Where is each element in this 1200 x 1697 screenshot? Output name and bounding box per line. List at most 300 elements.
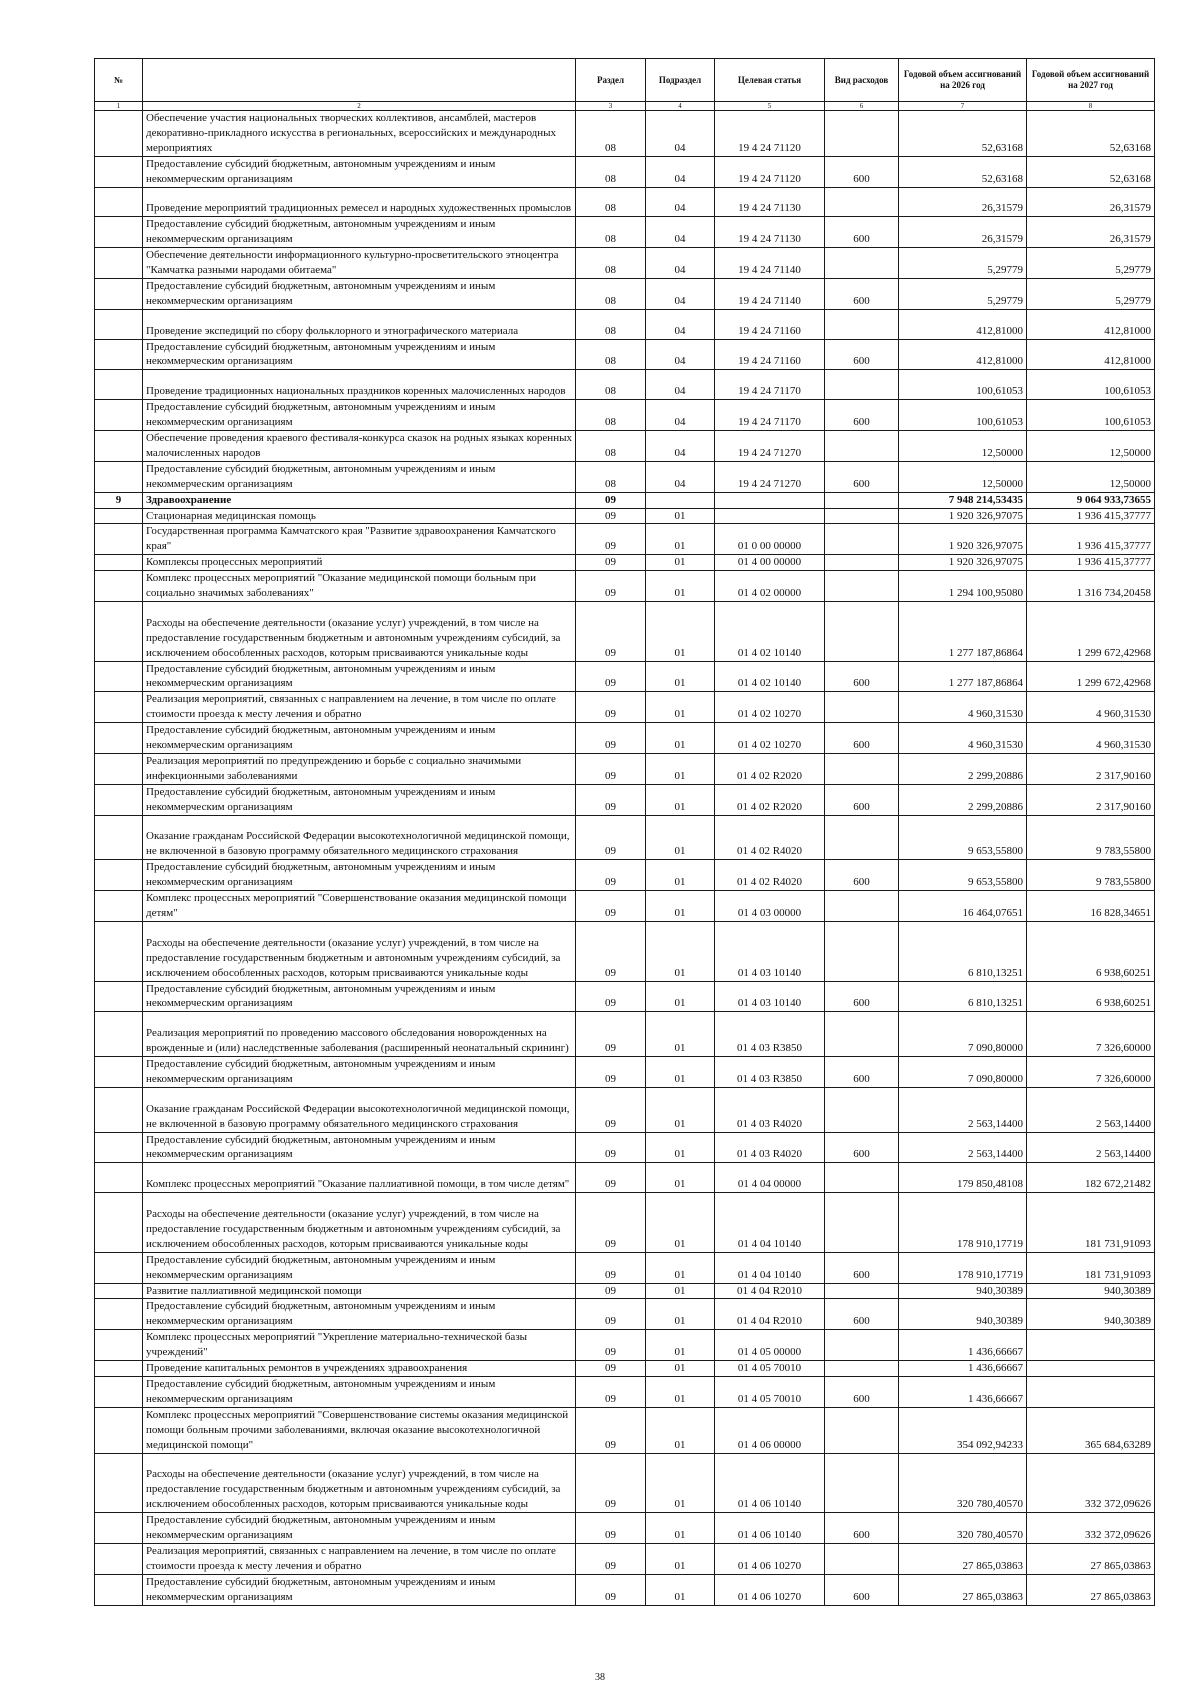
table-row (95, 1453, 1155, 1513)
row-amount-2026: 1 294 100,95080 (899, 571, 1027, 602)
row-name: Расходы на обеспечение деятельности (оказание услуг) учреждений, в том числе на предоставление государственным бюджетным и автономным учреждениям субсидий, за исключением обособленных расходов, которым присваиваются уникальные коды (143, 601, 576, 661)
row-target-article: 01 4 02 R4020 (715, 815, 825, 860)
row-number (95, 1513, 143, 1544)
row-target-article: 01 4 06 00000 (715, 1407, 825, 1453)
row-amount-2027: 12,50000 (1027, 461, 1155, 492)
row-amount-2026: 27 865,03863 (899, 1543, 1027, 1574)
table-row (95, 217, 1155, 248)
row-razdel: 08 (576, 461, 646, 492)
row-amount-2027: 365 684,63289 (1027, 1407, 1155, 1453)
row-name: Оказание гражданам Российской Федерации высокотехнологичной медицинской помощи, не включенной в базовую программу обязательного медицинского страхования (143, 1087, 576, 1132)
row-target-article: 01 4 00 00000 (715, 555, 825, 571)
header-year-2027: Годовой объем ассигнований на 2027 год (1027, 59, 1155, 102)
row-podrazdel: 04 (646, 339, 715, 370)
table-row (95, 1361, 1155, 1377)
row-podrazdel: 01 (646, 815, 715, 860)
row-amount-2027: 100,61053 (1027, 370, 1155, 400)
column-number: 8 (1027, 102, 1155, 111)
row-amount-2026: 1 920 326,97075 (899, 524, 1027, 555)
row-razdel: 08 (576, 339, 646, 370)
table-row (95, 723, 1155, 754)
row-razdel: 09 (576, 1299, 646, 1330)
row-target-article: 01 4 02 R4020 (715, 860, 825, 891)
row-expense-kind: 600 (825, 278, 899, 309)
row-name: Государственная программа Камчатского края "Развитие здравоохранения Камчатского края" (143, 524, 576, 555)
row-target-article: 01 4 04 R2010 (715, 1283, 825, 1299)
table-row (95, 1376, 1155, 1407)
row-amount-2027: 5,29779 (1027, 278, 1155, 309)
row-amount-2027: 181 731,91093 (1027, 1193, 1155, 1253)
row-amount-2026: 940,30389 (899, 1299, 1027, 1330)
column-number: 6 (825, 102, 899, 111)
header-num: № (95, 59, 143, 102)
table-row (95, 339, 1155, 370)
row-razdel: 09 (576, 921, 646, 981)
table-row (95, 508, 1155, 524)
row-expense-kind (825, 187, 899, 217)
row-expense-kind (825, 508, 899, 524)
table-row (95, 692, 1155, 723)
row-amount-2027: 7 326,60000 (1027, 1012, 1155, 1057)
row-name: Комплекс процессных мероприятий "Укрепление материально-технической базы учреждений" (143, 1330, 576, 1361)
row-expense-kind (825, 815, 899, 860)
row-name: Предоставление субсидий бюджетным, автономным учреждениям и иным некоммерческим организациям (143, 1299, 576, 1330)
table-row (95, 815, 1155, 860)
row-target-article: 19 4 24 71140 (715, 248, 825, 279)
table-row (95, 492, 1155, 508)
row-podrazdel: 01 (646, 1163, 715, 1193)
row-razdel: 09 (576, 1513, 646, 1544)
row-podrazdel: 01 (646, 981, 715, 1012)
row-amount-2026: 320 780,40570 (899, 1453, 1027, 1513)
row-target-article: 01 4 02 R2020 (715, 784, 825, 815)
table-row (95, 1012, 1155, 1057)
row-expense-kind: 600 (825, 1376, 899, 1407)
row-name: Предоставление субсидий бюджетным, автономным учреждениям и иным некоммерческим организациям (143, 1513, 576, 1544)
row-name: Предоставление субсидий бюджетным, автономным учреждениям и иным некоммерческим организациям (143, 156, 576, 187)
row-razdel: 09 (576, 1132, 646, 1163)
row-amount-2026: 7 090,80000 (899, 1012, 1027, 1057)
row-amount-2026: 7 948 214,53435 (899, 492, 1027, 508)
row-expense-kind (825, 1163, 899, 1193)
row-name: Предоставление субсидий бюджетным, автономным учреждениям и иным некоммерческим организациям (143, 339, 576, 370)
row-name: Реализация мероприятий по проведению массового обследования новорожденных на врожденные и (или) наследственные заболевания (расширенный неонатальный скрининг) (143, 1012, 576, 1057)
row-name: Предоставление субсидий бюджетным, автономным учреждениям и иным некоммерческим организациям (143, 723, 576, 754)
row-razdel: 08 (576, 111, 646, 157)
table-row (95, 524, 1155, 555)
row-name: Комплекс процессных мероприятий "Оказание паллиативной помощи, в том числе детям" (143, 1163, 576, 1193)
row-target-article: 01 4 03 R3850 (715, 1057, 825, 1088)
row-number (95, 692, 143, 723)
row-number (95, 1407, 143, 1453)
row-target-article: 01 4 05 00000 (715, 1330, 825, 1361)
row-razdel: 09 (576, 692, 646, 723)
table-row (95, 555, 1155, 571)
budget-rows (95, 111, 1155, 1606)
row-expense-kind (825, 753, 899, 784)
row-amount-2027: 9 783,55800 (1027, 815, 1155, 860)
row-amount-2027: 7 326,60000 (1027, 1057, 1155, 1088)
row-number (95, 1376, 143, 1407)
row-expense-kind (825, 1407, 899, 1453)
table-row (95, 921, 1155, 981)
header-row (95, 59, 1155, 102)
row-amount-2027 (1027, 1361, 1155, 1377)
table-row (95, 111, 1155, 157)
row-razdel: 09 (576, 1193, 646, 1253)
row-razdel: 08 (576, 187, 646, 217)
table-row (95, 981, 1155, 1012)
row-amount-2027: 9 783,55800 (1027, 860, 1155, 891)
row-target-article: 01 4 04 10140 (715, 1193, 825, 1253)
row-expense-kind: 600 (825, 400, 899, 431)
budget-table (94, 58, 1155, 1606)
row-razdel: 09 (576, 1252, 646, 1283)
row-expense-kind: 600 (825, 217, 899, 248)
row-podrazdel: 01 (646, 692, 715, 723)
row-number (95, 339, 143, 370)
row-razdel: 09 (576, 1330, 646, 1361)
row-number (95, 1330, 143, 1361)
row-target-article (715, 508, 825, 524)
column-number: 3 (576, 102, 646, 111)
row-razdel: 08 (576, 400, 646, 431)
row-expense-kind: 600 (825, 860, 899, 891)
header-year-2026: Годовой объем ассигнований на 2026 год (899, 59, 1027, 102)
row-amount-2026: 2 563,14400 (899, 1087, 1027, 1132)
row-expense-kind (825, 370, 899, 400)
header-target: Целевая статья (715, 59, 825, 102)
table-row (95, 1330, 1155, 1361)
row-number (95, 508, 143, 524)
row-target-article: 01 0 00 00000 (715, 524, 825, 555)
table-row (95, 1574, 1155, 1605)
row-amount-2026: 1 436,66667 (899, 1376, 1027, 1407)
row-amount-2026: 178 910,17719 (899, 1193, 1027, 1253)
row-amount-2027: 4 960,31530 (1027, 692, 1155, 723)
row-target-article: 01 4 03 R4020 (715, 1132, 825, 1163)
row-amount-2026: 16 464,07651 (899, 891, 1027, 922)
table-row (95, 156, 1155, 187)
row-amount-2027: 940,30389 (1027, 1299, 1155, 1330)
row-podrazdel: 01 (646, 601, 715, 661)
row-razdel: 09 (576, 784, 646, 815)
row-name: Обеспечение участия национальных творческих коллективов, ансамблей, мастеров декоративно-прикладного искусства в региональных, всероссийских и международных мероприятиях (143, 111, 576, 157)
row-expense-kind (825, 1193, 899, 1253)
row-name: Расходы на обеспечение деятельности (оказание услуг) учреждений, в том числе на предоставление государственным бюджетным и автономным учреждениям субсидий, за исключением обособленных расходов, которым присваиваются уникальные коды (143, 921, 576, 981)
row-razdel: 08 (576, 430, 646, 461)
row-name: Обеспечение деятельности информационного культурно-просветительского этноцентра "Камчатка разными народами обитаема" (143, 248, 576, 279)
row-amount-2027: 26,31579 (1027, 217, 1155, 248)
row-podrazdel: 01 (646, 524, 715, 555)
table-row (95, 1193, 1155, 1253)
row-expense-kind (825, 1283, 899, 1299)
row-amount-2026: 412,81000 (899, 309, 1027, 339)
row-razdel: 09 (576, 1376, 646, 1407)
row-target-article: 01 4 05 70010 (715, 1376, 825, 1407)
row-target-article: 01 4 06 10140 (715, 1453, 825, 1513)
row-name: Комплекс процессных мероприятий "Оказание медицинской помощи больным при социально значимых заболеваниях" (143, 571, 576, 602)
row-name: Комплекс процессных мероприятий "Совершенствование оказания медицинской помощи детям" (143, 891, 576, 922)
row-expense-kind (825, 1361, 899, 1377)
row-podrazdel: 01 (646, 1513, 715, 1544)
row-number (95, 1453, 143, 1513)
table-row (95, 601, 1155, 661)
row-amount-2026: 940,30389 (899, 1283, 1027, 1299)
row-target-article: 01 4 06 10270 (715, 1543, 825, 1574)
row-number (95, 309, 143, 339)
row-name: Предоставление субсидий бюджетным, автономным учреждениям и иным некоммерческим организациям (143, 1574, 576, 1605)
table-row (95, 891, 1155, 922)
table-row (95, 1513, 1155, 1544)
row-number (95, 1299, 143, 1330)
row-amount-2027: 6 938,60251 (1027, 981, 1155, 1012)
row-target-article: 19 4 24 71120 (715, 156, 825, 187)
row-podrazdel: 01 (646, 753, 715, 784)
row-target-article: 01 4 06 10270 (715, 1574, 825, 1605)
row-amount-2026: 26,31579 (899, 187, 1027, 217)
row-podrazdel: 01 (646, 1407, 715, 1453)
row-name: Предоставление субсидий бюджетным, автономным учреждениям и иным некоммерческим организациям (143, 1252, 576, 1283)
column-number-row (95, 102, 1155, 111)
row-razdel: 09 (576, 555, 646, 571)
row-razdel: 08 (576, 248, 646, 279)
header-podrazdel: Подраздел (646, 59, 715, 102)
row-amount-2027: 412,81000 (1027, 339, 1155, 370)
row-amount-2027: 100,61053 (1027, 400, 1155, 431)
row-razdel: 08 (576, 309, 646, 339)
row-expense-kind (825, 309, 899, 339)
row-expense-kind (825, 492, 899, 508)
row-podrazdel: 01 (646, 1361, 715, 1377)
row-name: Реализация мероприятий, связанных с направлением на лечение, в том числе по оплате стоимости проезда к месту лечения и обратно (143, 1543, 576, 1574)
row-name: Предоставление субсидий бюджетным, автономным учреждениям и иным некоммерческим организациям (143, 1132, 576, 1163)
row-podrazdel: 01 (646, 1453, 715, 1513)
row-razdel: 09 (576, 661, 646, 692)
row-razdel: 09 (576, 1057, 646, 1088)
row-razdel: 09 (576, 1453, 646, 1513)
row-expense-kind (825, 1012, 899, 1057)
row-podrazdel (646, 492, 715, 508)
row-expense-kind: 600 (825, 461, 899, 492)
row-expense-kind (825, 555, 899, 571)
row-amount-2027: 27 865,03863 (1027, 1543, 1155, 1574)
row-razdel: 09 (576, 1361, 646, 1377)
table-row (95, 400, 1155, 431)
row-amount-2027: 1 936 415,37777 (1027, 508, 1155, 524)
row-amount-2026: 1 920 326,97075 (899, 508, 1027, 524)
row-target-article: 01 4 02 R2020 (715, 753, 825, 784)
row-expense-kind (825, 571, 899, 602)
row-razdel: 08 (576, 278, 646, 309)
row-number (95, 461, 143, 492)
row-podrazdel: 01 (646, 921, 715, 981)
row-razdel: 09 (576, 1012, 646, 1057)
row-amount-2026: 320 780,40570 (899, 1513, 1027, 1544)
row-expense-kind (825, 921, 899, 981)
row-target-article: 01 4 04 R2010 (715, 1299, 825, 1330)
row-podrazdel: 04 (646, 430, 715, 461)
row-amount-2027: 52,63168 (1027, 156, 1155, 187)
row-number (95, 248, 143, 279)
row-expense-kind: 600 (825, 1057, 899, 1088)
row-expense-kind (825, 1453, 899, 1513)
row-amount-2026: 1 436,66667 (899, 1330, 1027, 1361)
row-number (95, 921, 143, 981)
row-amount-2026: 2 563,14400 (899, 1132, 1027, 1163)
row-podrazdel: 04 (646, 187, 715, 217)
column-number: 7 (899, 102, 1027, 111)
row-expense-kind (825, 248, 899, 279)
row-name: Проведение экспедиций по сбору фольклорного и этнографического материала (143, 309, 576, 339)
row-podrazdel: 04 (646, 156, 715, 187)
row-name: Развитие паллиативной медицинской помощи (143, 1283, 576, 1299)
row-razdel: 09 (576, 1407, 646, 1453)
row-amount-2026: 1 920 326,97075 (899, 555, 1027, 571)
row-amount-2026: 354 092,94233 (899, 1407, 1027, 1453)
row-target-article: 01 4 03 10140 (715, 981, 825, 1012)
page-number: 38 (595, 1672, 605, 1683)
table-row (95, 1087, 1155, 1132)
row-expense-kind (825, 1330, 899, 1361)
row-name: Предоставление субсидий бюджетным, автономным учреждениям и иным некоммерческим организациям (143, 860, 576, 891)
row-amount-2026: 1 277 187,86864 (899, 601, 1027, 661)
row-amount-2027: 940,30389 (1027, 1283, 1155, 1299)
row-amount-2027: 2 317,90160 (1027, 784, 1155, 815)
row-name: Здравоохранение (143, 492, 576, 508)
row-number (95, 111, 143, 157)
row-podrazdel: 01 (646, 1012, 715, 1057)
row-amount-2027: 26,31579 (1027, 187, 1155, 217)
row-number (95, 217, 143, 248)
row-number (95, 1132, 143, 1163)
row-number (95, 753, 143, 784)
row-name: Расходы на обеспечение деятельности (оказание услуг) учреждений, в том числе на предоставление государственным бюджетным и автономным учреждениям субсидий, за исключением обособленных расходов, которым присваиваются уникальные коды (143, 1193, 576, 1253)
row-amount-2027: 5,29779 (1027, 248, 1155, 279)
row-target-article: 19 4 24 71140 (715, 278, 825, 309)
row-number (95, 1012, 143, 1057)
row-number (95, 891, 143, 922)
row-name: Предоставление субсидий бюджетным, автономным учреждениям и иным некоммерческим организациям (143, 461, 576, 492)
row-podrazdel: 01 (646, 1283, 715, 1299)
row-podrazdel: 04 (646, 309, 715, 339)
row-podrazdel: 04 (646, 370, 715, 400)
row-amount-2026: 2 299,20886 (899, 753, 1027, 784)
row-target-article: 01 4 03 R4020 (715, 1087, 825, 1132)
row-podrazdel: 01 (646, 1057, 715, 1088)
row-target-article: 01 4 04 10140 (715, 1252, 825, 1283)
row-razdel: 09 (576, 1087, 646, 1132)
row-podrazdel: 01 (646, 1330, 715, 1361)
row-amount-2027: 2 563,14400 (1027, 1087, 1155, 1132)
table-row (95, 278, 1155, 309)
row-target-article: 01 4 06 10140 (715, 1513, 825, 1544)
row-amount-2026: 12,50000 (899, 430, 1027, 461)
row-amount-2026: 179 850,48108 (899, 1163, 1027, 1193)
row-number (95, 784, 143, 815)
row-amount-2027: 182 672,21482 (1027, 1163, 1155, 1193)
table-row (95, 1132, 1155, 1163)
row-amount-2026: 5,29779 (899, 278, 1027, 309)
row-name: Предоставление субсидий бюджетным, автономным учреждениям и иным некоммерческим организациям (143, 217, 576, 248)
row-amount-2026: 52,63168 (899, 111, 1027, 157)
row-number (95, 1574, 143, 1605)
row-name: Оказание гражданам Российской Федерации высокотехнологичной медицинской помощи, не включенной в базовую программу обязательного медицинского страхования (143, 815, 576, 860)
column-number: 4 (646, 102, 715, 111)
row-name: Комплекс процессных мероприятий "Совершенствование системы оказания медицинской помощи больным прочими заболеваниями, включая оказание высокотехнологичной медицинской помощи" (143, 1407, 576, 1453)
row-razdel: 09 (576, 860, 646, 891)
row-name: Проведение мероприятий традиционных ремесел и народных художественных промыслов (143, 187, 576, 217)
column-number: 1 (95, 102, 143, 111)
row-amount-2027: 12,50000 (1027, 430, 1155, 461)
row-podrazdel: 04 (646, 278, 715, 309)
row-amount-2026: 9 653,55800 (899, 815, 1027, 860)
row-target-article: 01 4 02 10270 (715, 692, 825, 723)
row-amount-2027 (1027, 1330, 1155, 1361)
row-amount-2026: 27 865,03863 (899, 1574, 1027, 1605)
row-expense-kind: 600 (825, 156, 899, 187)
row-number (95, 400, 143, 431)
row-expense-kind: 600 (825, 981, 899, 1012)
row-target-article: 01 4 04 00000 (715, 1163, 825, 1193)
row-name: Предоставление субсидий бюджетным, автономным учреждениям и иным некоммерческим организациям (143, 661, 576, 692)
row-podrazdel: 01 (646, 784, 715, 815)
row-expense-kind: 600 (825, 1299, 899, 1330)
row-amount-2027: 4 960,31530 (1027, 723, 1155, 754)
row-razdel: 08 (576, 156, 646, 187)
row-amount-2026: 52,63168 (899, 156, 1027, 187)
row-expense-kind (825, 692, 899, 723)
row-target-article: 19 4 24 71270 (715, 461, 825, 492)
column-number: 5 (715, 102, 825, 111)
row-number (95, 156, 143, 187)
row-target-article: 19 4 24 71170 (715, 400, 825, 431)
row-target-article: 01 4 02 10140 (715, 661, 825, 692)
row-amount-2026: 2 299,20886 (899, 784, 1027, 815)
row-target-article: 01 4 02 10140 (715, 601, 825, 661)
row-target-article: 19 4 24 71160 (715, 339, 825, 370)
table-row (95, 370, 1155, 400)
row-number (95, 601, 143, 661)
table-row (95, 784, 1155, 815)
row-target-article: 19 4 24 71120 (715, 111, 825, 157)
row-number (95, 661, 143, 692)
row-name: Расходы на обеспечение деятельности (оказание услуг) учреждений, в том числе на предоставление государственным бюджетным и автономным учреждениям субсидий, за исключением обособленных расходов, которым присваиваются уникальные коды (143, 1453, 576, 1513)
row-amount-2026: 412,81000 (899, 339, 1027, 370)
row-number (95, 430, 143, 461)
row-razdel: 09 (576, 508, 646, 524)
row-name: Проведение традиционных национальных праздников коренных малочисленных народов (143, 370, 576, 400)
table-row (95, 571, 1155, 602)
row-podrazdel: 01 (646, 860, 715, 891)
row-razdel: 09 (576, 1283, 646, 1299)
row-target-article: 19 4 24 71130 (715, 217, 825, 248)
row-number (95, 524, 143, 555)
row-amount-2027: 332 372,09626 (1027, 1453, 1155, 1513)
row-name: Предоставление субсидий бюджетным, автономным учреждениям и иным некоммерческим организациям (143, 1057, 576, 1088)
row-podrazdel: 01 (646, 508, 715, 524)
row-podrazdel: 01 (646, 1574, 715, 1605)
row-amount-2026: 26,31579 (899, 217, 1027, 248)
row-amount-2027: 332 372,09626 (1027, 1513, 1155, 1544)
row-podrazdel: 01 (646, 1132, 715, 1163)
row-amount-2027: 27 865,03863 (1027, 1574, 1155, 1605)
row-podrazdel: 01 (646, 1252, 715, 1283)
table-row (95, 753, 1155, 784)
row-podrazdel: 01 (646, 555, 715, 571)
row-number (95, 860, 143, 891)
row-target-article: 19 4 24 71160 (715, 309, 825, 339)
